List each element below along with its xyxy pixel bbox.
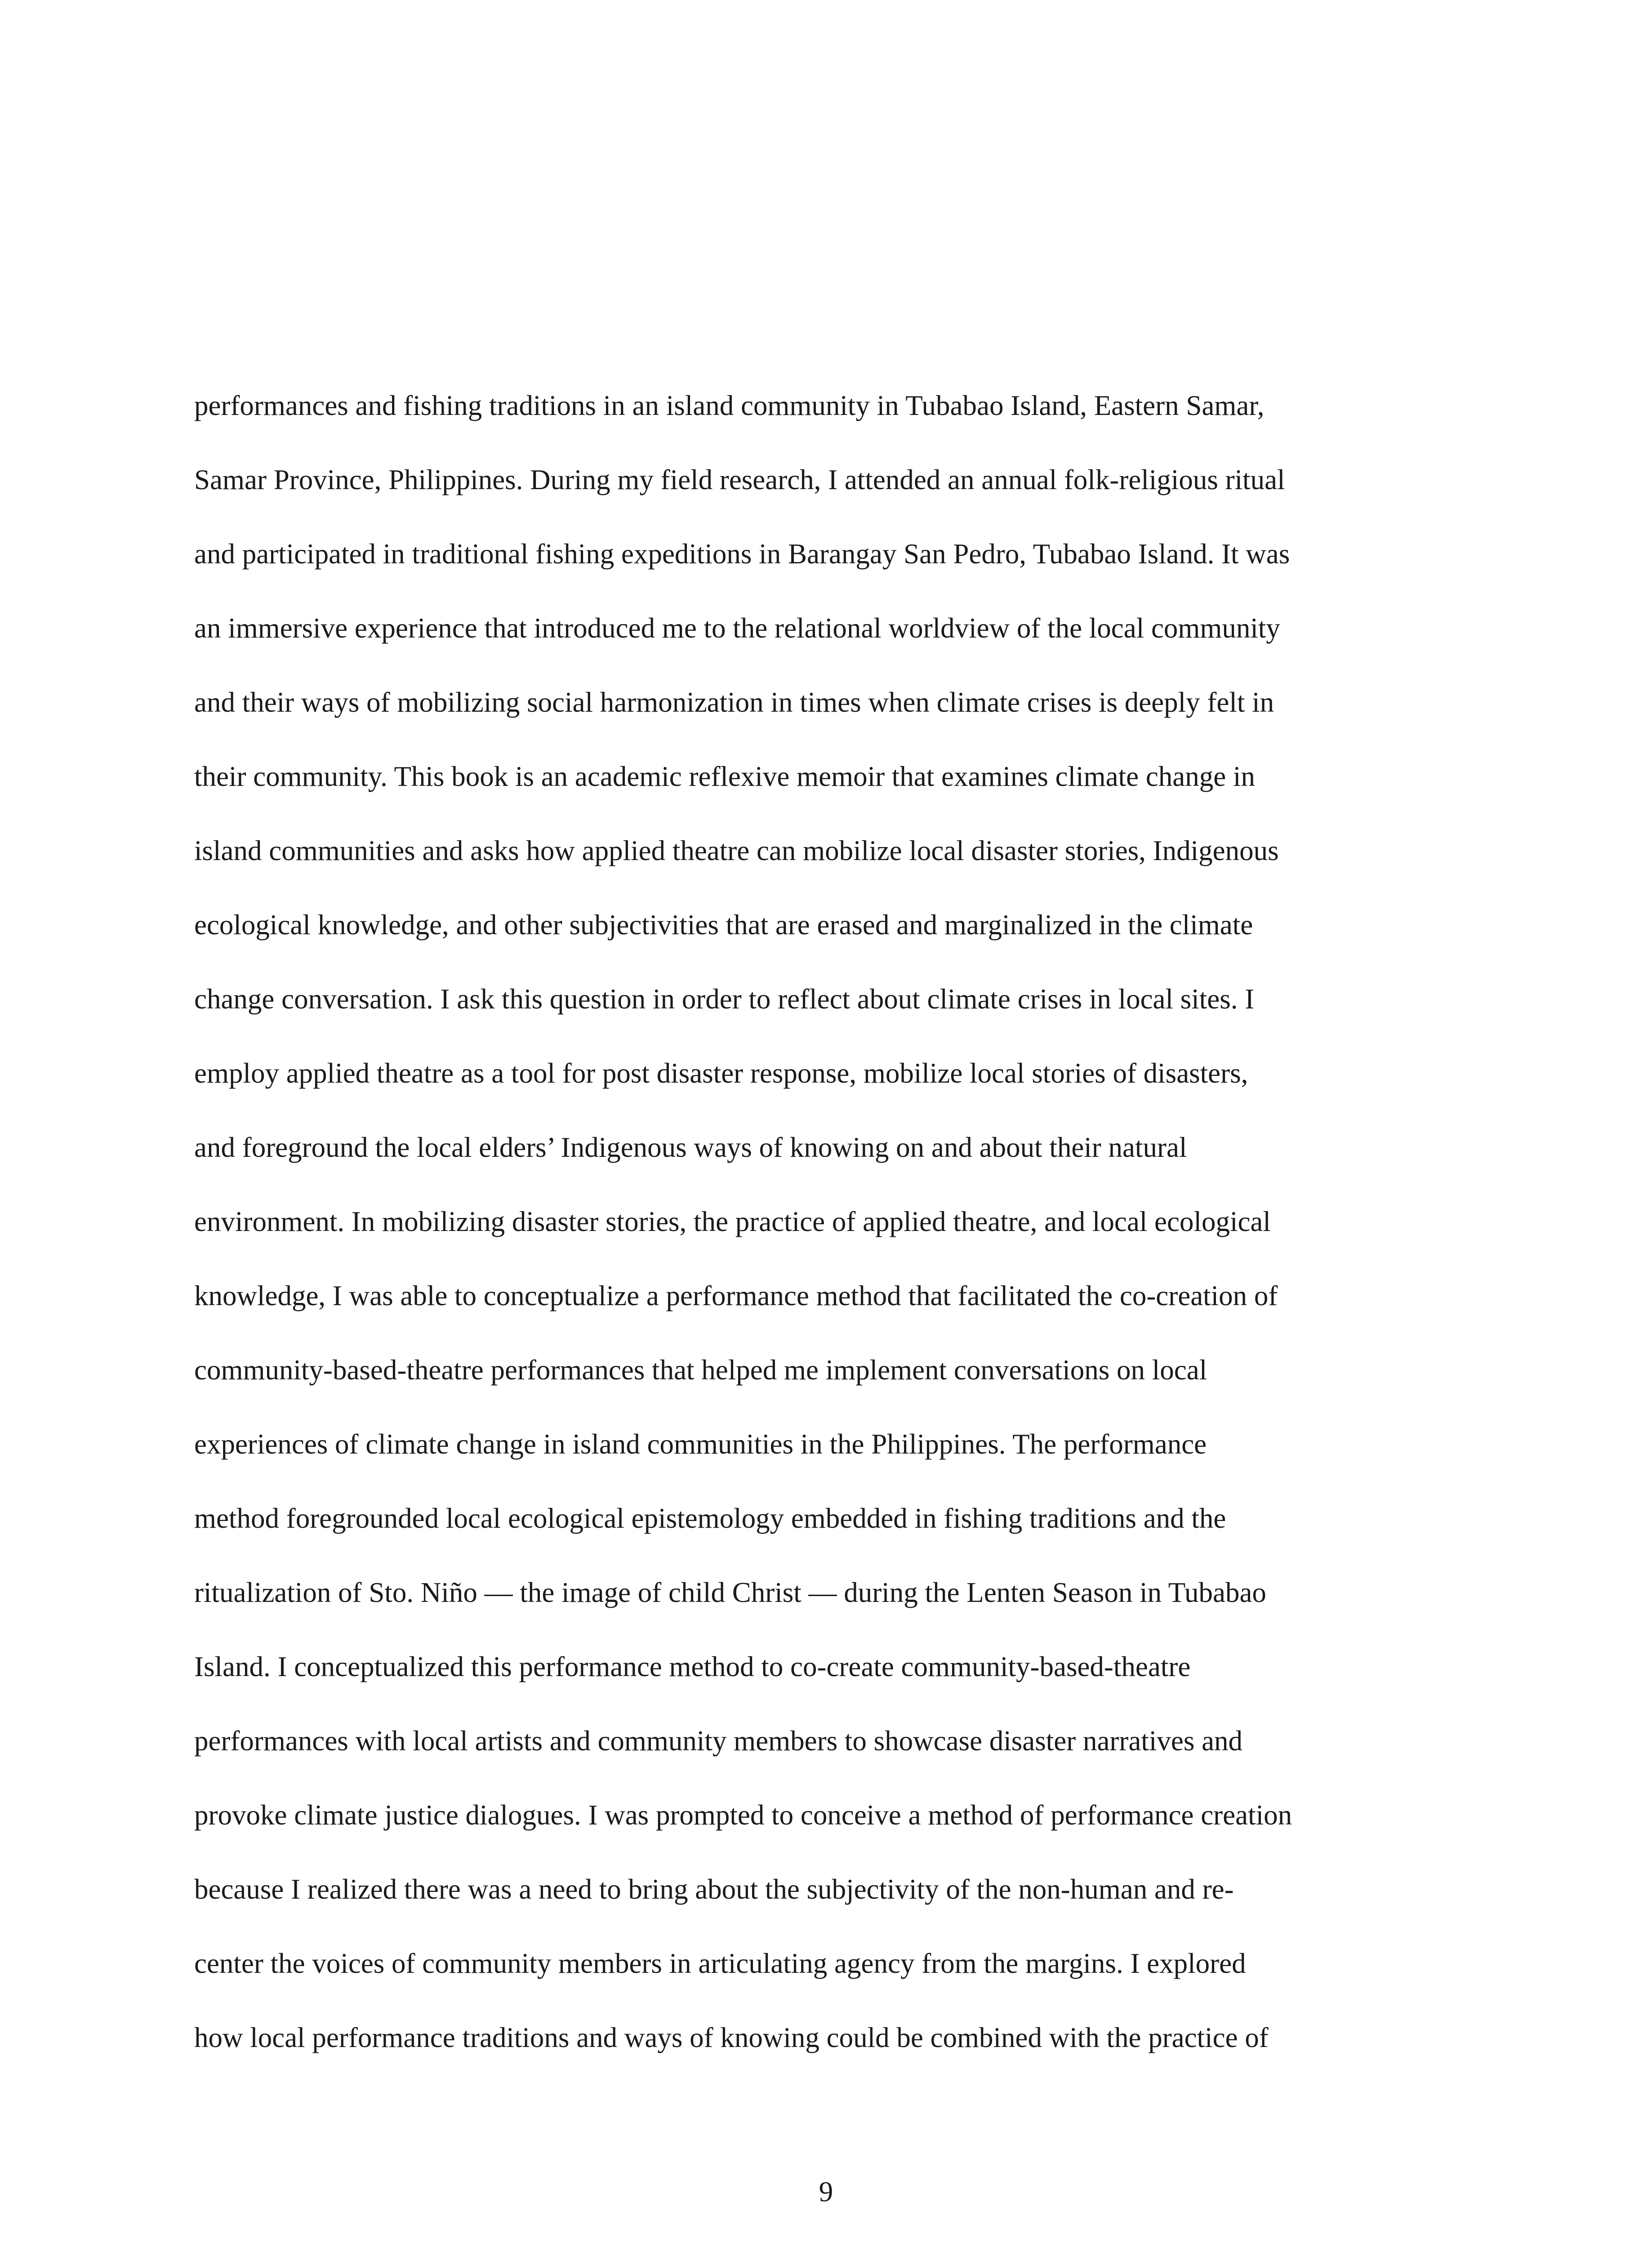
text-line: their community. This book is an academic reflexive memoir that examines climate change in xyxy=(194,761,1255,792)
text-line: because I realized there was a need to bring about the subjectivity of the non-human and re- xyxy=(194,1873,1234,1905)
text-line: and participated in traditional fishing expeditions in Barangay San Pedro, Tubabao Island. It was xyxy=(194,538,1290,570)
text-line: island communities and asks how applied theatre can mobilize local disaster stories, Indigenous xyxy=(194,835,1279,866)
text-line: ecological knowledge, and other subjectivities that are erased and marginalized in the climate xyxy=(194,909,1253,941)
text-line: center the voices of community members in articulating agency from the margins. I explored xyxy=(194,1948,1246,1979)
text-line: change conversation. I ask this question in order to reflect about climate crises in local sites. I xyxy=(194,983,1255,1015)
text-line: performances with local artists and community members to showcase disaster narratives and xyxy=(194,1725,1243,1757)
text-line: an immersive experience that introduced me to the relational worldview of the local community xyxy=(194,612,1280,644)
text-line: method foregrounded local ecological epistemology embedded in fishing traditions and the xyxy=(194,1503,1226,1534)
text-line: ritualization of Sto. Niño — the image of child Christ — during the Lenten Season in Tubabao xyxy=(194,1577,1266,1608)
text-line: and foreground the local elders’ Indigenous ways of knowing on and about their natural xyxy=(194,1132,1187,1163)
text-line: Samar Province, Philippines. During my field research, I attended an annual folk-religious ritual xyxy=(194,464,1285,495)
text-line: and their ways of mobilizing social harmonization in times when climate crises is deeply felt in xyxy=(194,687,1274,718)
text-line: community-based-theatre performances that helped me implement conversations on local xyxy=(194,1354,1207,1386)
text-line: experiences of climate change in island communities in the Philippines. The performance xyxy=(194,1428,1207,1460)
text-line: performances and fishing traditions in an island community in Tubabao Island, Eastern Samar, xyxy=(194,390,1265,421)
text-line: environment. In mobilizing disaster stories, the practice of applied theatre, and local ecological xyxy=(194,1206,1271,1237)
text-line: knowledge, I was able to conceptualize a performance method that facilitated the co-creation of xyxy=(194,1280,1278,1311)
text-line: provoke climate justice dialogues. I was prompted to conceive a method of performance creation xyxy=(194,1799,1292,1831)
text-line: how local performance traditions and ways of knowing could be combined with the practice of xyxy=(194,2022,1269,2053)
text-line: Island. I conceptualized this performance method to co-create community-based-theatre xyxy=(194,1651,1191,1682)
text-line: employ applied theatre as a tool for post disaster response, mobilize local stories of disasters, xyxy=(194,1057,1248,1089)
body-text xyxy=(194,369,1453,2075)
page-number: 9 xyxy=(819,2176,833,2208)
